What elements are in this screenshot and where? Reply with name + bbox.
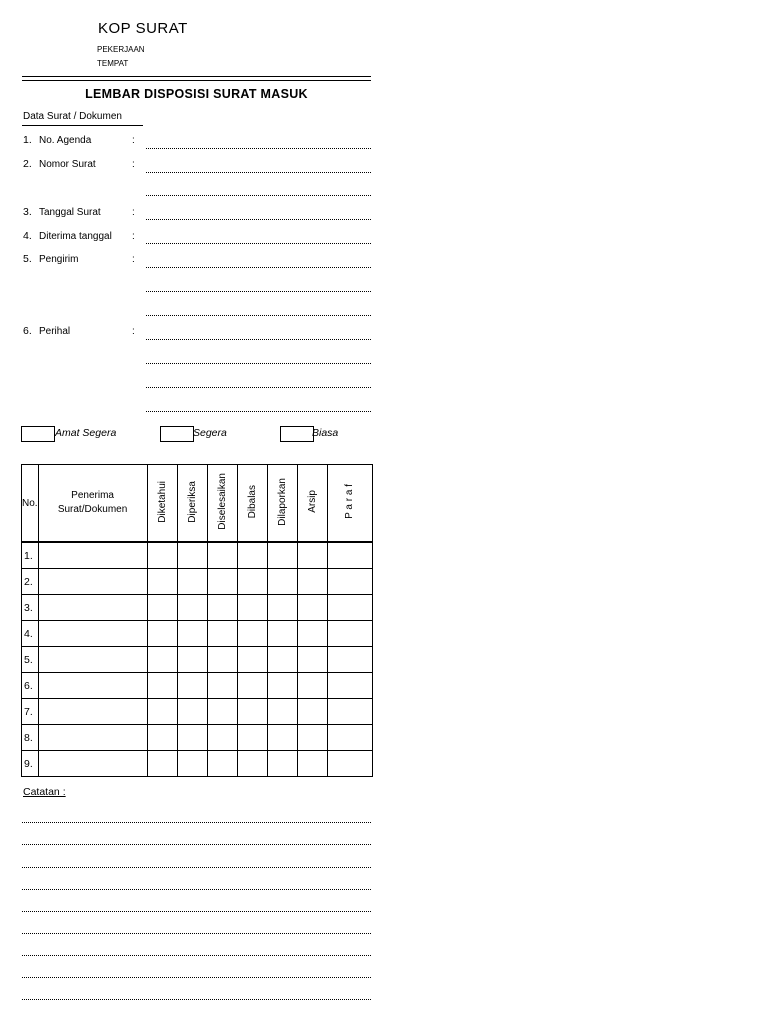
- check-cell[interactable]: [297, 595, 327, 621]
- check-cell[interactable]: [297, 569, 327, 595]
- note-line[interactable]: [22, 999, 371, 1000]
- check-cell[interactable]: [237, 725, 267, 751]
- fill-line[interactable]: [146, 267, 371, 268]
- field-number: 1.: [23, 134, 32, 146]
- header-label: Diperiksa: [186, 480, 198, 523]
- check-cell[interactable]: [147, 595, 177, 621]
- header-label: Arsip: [306, 490, 318, 513]
- recipient-header-text: Penerima Surat/Dokumen: [57, 490, 128, 515]
- check-cell[interactable]: [177, 725, 207, 751]
- field-number: 2.: [23, 158, 32, 170]
- check-cell[interactable]: [177, 647, 207, 673]
- page-title: LEMBAR DISPOSISI SURAT MASUK: [85, 87, 308, 101]
- fill-line[interactable]: [146, 291, 371, 292]
- fill-line[interactable]: [146, 243, 371, 244]
- check-cell[interactable]: [147, 621, 177, 647]
- check-cell[interactable]: [297, 673, 327, 699]
- fill-line[interactable]: [146, 411, 371, 412]
- header-label: Dibalas: [246, 484, 258, 519]
- check-cell[interactable]: [177, 621, 207, 647]
- field-colon: :: [132, 231, 135, 242]
- fill-line[interactable]: [146, 315, 371, 316]
- check-cell[interactable]: [237, 673, 267, 699]
- note-line[interactable]: [22, 844, 371, 845]
- field-label: Perihal: [39, 326, 71, 337]
- field-label: Diterima tanggal: [39, 231, 112, 242]
- check-cell[interactable]: [327, 621, 372, 647]
- checkbox-biasa[interactable]: [280, 426, 314, 442]
- check-cell[interactable]: [267, 673, 297, 699]
- fill-line[interactable]: [146, 148, 371, 149]
- row-number: 1.: [22, 542, 39, 569]
- field-label: No. Agenda: [39, 135, 92, 146]
- check-cell[interactable]: [267, 621, 297, 647]
- check-cell[interactable]: [237, 751, 267, 777]
- check-cell[interactable]: [237, 569, 267, 595]
- check-cell[interactable]: [297, 751, 327, 777]
- table-row: [22, 542, 373, 569]
- check-cell[interactable]: [147, 725, 177, 751]
- note-line[interactable]: [22, 955, 371, 956]
- table-row: [22, 751, 373, 777]
- letterhead-line-1: PEKERJAAN: [97, 45, 145, 54]
- note-line[interactable]: [22, 867, 371, 868]
- letterhead-line-2: TEMPAT: [97, 59, 129, 68]
- note-line[interactable]: [22, 911, 371, 912]
- recipient-cell[interactable]: [38, 595, 147, 621]
- check-cell[interactable]: [267, 569, 297, 595]
- check-cell[interactable]: [207, 673, 237, 699]
- recipient-cell[interactable]: [38, 569, 147, 595]
- table-row: [22, 595, 373, 621]
- check-cell[interactable]: [267, 542, 297, 569]
- check-cell[interactable]: [207, 647, 237, 673]
- row-number: 8.: [22, 725, 39, 751]
- check-cell[interactable]: [327, 673, 372, 699]
- field-number: 5.: [23, 253, 32, 265]
- note-line[interactable]: [22, 822, 371, 823]
- notes-label: Catatan :: [23, 786, 66, 798]
- check-cell[interactable]: [207, 569, 237, 595]
- check-cell[interactable]: [297, 621, 327, 647]
- check-cell[interactable]: [207, 751, 237, 777]
- check-cell[interactable]: [327, 699, 372, 725]
- checkbox-amat-segera[interactable]: [21, 426, 55, 442]
- fill-line[interactable]: [146, 172, 371, 173]
- recipient-cell[interactable]: [38, 542, 147, 569]
- check-cell[interactable]: [207, 621, 237, 647]
- check-cell[interactable]: [297, 699, 327, 725]
- checkbox-segera[interactable]: [160, 426, 194, 442]
- note-line[interactable]: [22, 977, 371, 978]
- check-cell[interactable]: [327, 542, 372, 569]
- check-cell[interactable]: [177, 542, 207, 569]
- field-number: 6.: [23, 325, 32, 337]
- fill-line[interactable]: [146, 387, 371, 388]
- field-label: Nomor Surat: [39, 159, 96, 170]
- check-cell[interactable]: [297, 647, 327, 673]
- recipient-cell[interactable]: [38, 647, 147, 673]
- check-cell[interactable]: [147, 569, 177, 595]
- col-header-dilaporkan: [267, 465, 297, 543]
- check-cell[interactable]: [207, 542, 237, 569]
- row-number: 6.: [22, 673, 39, 699]
- note-line[interactable]: [22, 889, 371, 890]
- check-cell[interactable]: [177, 673, 207, 699]
- table-row: [22, 569, 373, 595]
- col-header-recipient: [38, 465, 147, 543]
- check-cell[interactable]: [177, 751, 207, 777]
- header-divider-top: [22, 76, 371, 77]
- check-cell[interactable]: [147, 699, 177, 725]
- table-row: [22, 699, 373, 725]
- note-line[interactable]: [22, 933, 371, 934]
- table-row: [22, 673, 373, 699]
- recipient-cell[interactable]: [38, 725, 147, 751]
- recipient-cell[interactable]: [38, 621, 147, 647]
- field-number: 3.: [23, 206, 32, 218]
- header-label: Diselesaikan: [216, 473, 228, 530]
- field-colon: :: [132, 159, 135, 170]
- col-header-paraf: [327, 465, 372, 543]
- header-label: P a r a f: [344, 484, 356, 519]
- row-number: 9.: [22, 751, 39, 777]
- check-cell[interactable]: [147, 673, 177, 699]
- col-header-no: No.: [22, 465, 39, 543]
- col-header-arsip: [297, 465, 327, 543]
- check-cell[interactable]: [177, 699, 207, 725]
- fill-line[interactable]: [146, 195, 371, 196]
- row-number: 5.: [22, 647, 39, 673]
- table-header-row: [22, 465, 373, 543]
- check-cell[interactable]: [237, 699, 267, 725]
- check-cell[interactable]: [207, 595, 237, 621]
- row-number: 4.: [22, 621, 39, 647]
- check-cell[interactable]: [297, 542, 327, 569]
- check-cell[interactable]: [177, 595, 207, 621]
- row-number: 7.: [22, 699, 39, 725]
- field-colon: :: [132, 207, 135, 218]
- section-label: Data Surat / Dokumen: [23, 111, 122, 122]
- field-label: Tanggal Surat: [39, 207, 101, 218]
- header-label: Diketahui: [156, 480, 168, 523]
- recipient-cell[interactable]: [38, 673, 147, 699]
- checkbox-label: Segera: [193, 427, 227, 439]
- check-cell[interactable]: [327, 725, 372, 751]
- check-cell[interactable]: [327, 595, 372, 621]
- table-row: [22, 725, 373, 751]
- check-cell[interactable]: [327, 569, 372, 595]
- recipient-cell[interactable]: [38, 751, 147, 777]
- col-header-dibalas: [237, 465, 267, 543]
- field-label: Pengirim: [39, 254, 79, 265]
- field-colon: :: [132, 326, 135, 337]
- check-cell[interactable]: [267, 699, 297, 725]
- check-cell[interactable]: [267, 725, 297, 751]
- checkbox-label: Amat Segera: [55, 427, 117, 439]
- check-cell[interactable]: [237, 647, 267, 673]
- section-underline: [22, 125, 143, 126]
- checkbox-label: Biasa: [312, 427, 339, 439]
- header-label: Dilaporkan: [276, 477, 288, 526]
- table-row: [22, 647, 373, 673]
- check-cell[interactable]: [147, 542, 177, 569]
- check-cell[interactable]: [267, 751, 297, 777]
- check-cell[interactable]: [177, 569, 207, 595]
- letterhead-title: KOP SURAT: [98, 20, 188, 37]
- check-cell[interactable]: [267, 595, 297, 621]
- check-cell[interactable]: [207, 725, 237, 751]
- check-cell[interactable]: [267, 647, 297, 673]
- check-cell[interactable]: [327, 647, 372, 673]
- check-cell[interactable]: [327, 751, 372, 777]
- row-number: 3.: [22, 595, 39, 621]
- check-cell[interactable]: [207, 699, 237, 725]
- check-cell[interactable]: [147, 647, 177, 673]
- check-cell[interactable]: [237, 621, 267, 647]
- header-divider-bottom: [22, 80, 371, 81]
- recipient-cell[interactable]: [38, 699, 147, 725]
- row-number: 2.: [22, 569, 39, 595]
- disposition-table: [21, 464, 373, 777]
- field-number: 4.: [23, 230, 32, 242]
- col-header-diselesaikan: [207, 465, 237, 543]
- check-cell[interactable]: [297, 725, 327, 751]
- col-header-diperiksa: [177, 465, 207, 543]
- field-colon: :: [132, 254, 135, 265]
- check-cell[interactable]: [237, 595, 267, 621]
- check-cell[interactable]: [237, 542, 267, 569]
- field-colon: :: [132, 135, 135, 146]
- check-cell[interactable]: [147, 751, 177, 777]
- fill-line[interactable]: [146, 219, 371, 220]
- col-header-diketahui: [147, 465, 177, 543]
- fill-line[interactable]: [146, 363, 371, 364]
- fill-line[interactable]: [146, 339, 371, 340]
- table-row: [22, 621, 373, 647]
